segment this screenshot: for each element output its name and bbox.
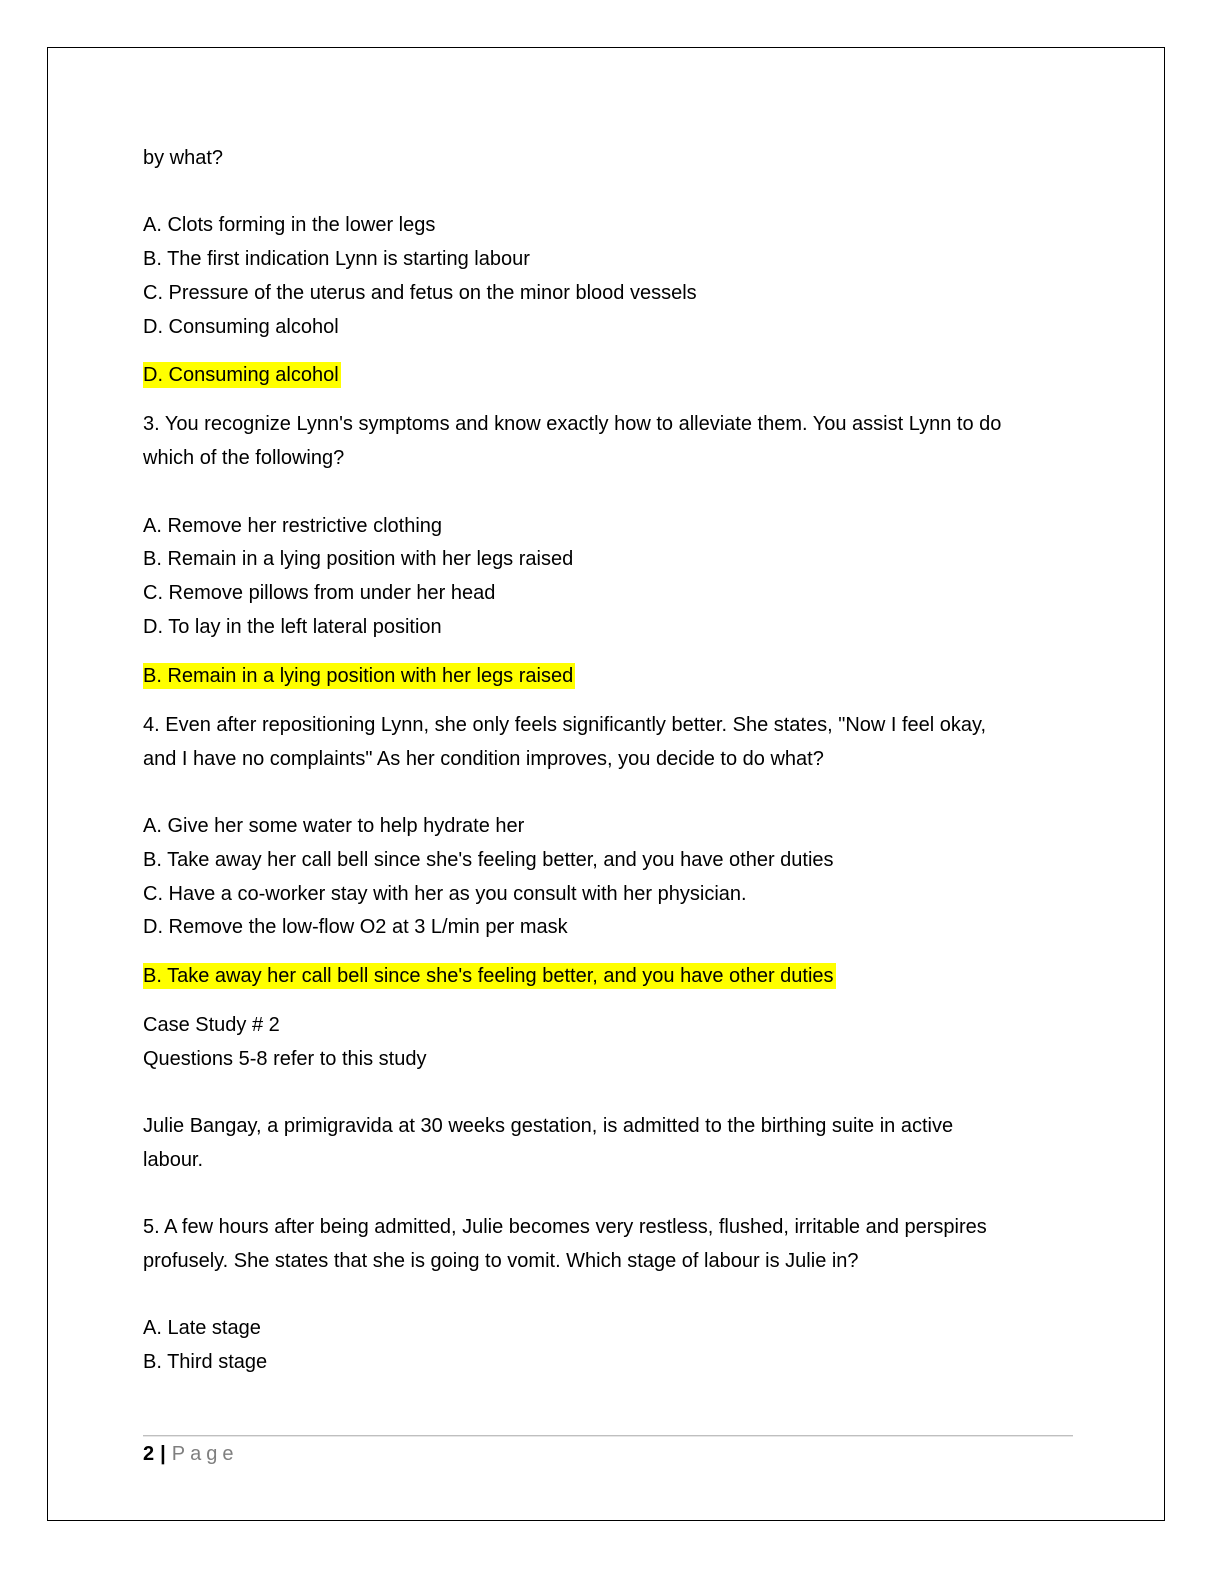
- q5-stem-line-2: profusely. She states that she is going to vomit. Which stage of labour is Julie in?: [143, 1250, 859, 1272]
- q5-stem-line-1: 5. A few hours after being admitted, Julie becomes very restless, flushed, irritable and perspires: [143, 1216, 987, 1238]
- q3-stem-line-2: which of the following?: [143, 447, 345, 469]
- case-study-intro-line-1: Julie Bangay, a primigravida at 30 weeks gestation, is admitted to the birthing suite in active: [143, 1115, 954, 1137]
- q4-option-a: A. Give her some water to help hydrate her: [143, 815, 525, 837]
- page-label: Page: [171, 1443, 239, 1465]
- q2-answer-highlight: D. Consuming alcohol: [143, 364, 339, 386]
- q4-option-c: C. Have a co-worker stay with her as you consult with her physician.: [143, 883, 747, 905]
- q2-option-a: A. Clots forming in the lower legs: [143, 214, 436, 236]
- q2-option-c: C. Pressure of the uterus and fetus on the minor blood vessels: [143, 282, 697, 304]
- q2-option-d: D. Consuming alcohol: [143, 316, 339, 338]
- q3-answer: [143, 664, 575, 688]
- footer-separator: |: [160, 1443, 166, 1465]
- q4-stem-line-2: and I have no complaints" As her condition improves, you decide to do what?: [143, 748, 824, 770]
- q3-stem-line-1: 3. You recognize Lynn's symptoms and know exactly how to alleviate them. You assist Lynn to do: [143, 413, 1002, 435]
- q3-option-d: D. To lay in the left lateral position: [143, 616, 442, 638]
- page-footer: [143, 1442, 238, 1466]
- case-study-title: Case Study # 2: [143, 1014, 280, 1036]
- q3-option-b: B. Remain in a lying position with her legs raised: [143, 548, 574, 570]
- q4-option-d: D. Remove the low-flow O2 at 3 L/min per mask: [143, 916, 568, 938]
- footer-divider: [143, 1435, 1073, 1436]
- q2-answer: [143, 363, 341, 387]
- q3-option-c: C. Remove pillows from under her head: [143, 582, 496, 604]
- q3-option-a: A. Remove her restrictive clothing: [143, 515, 443, 537]
- q3-answer-highlight: B. Remain in a lying position with her legs raised: [143, 665, 574, 687]
- q4-option-b: B. Take away her call bell since she's feeling better, and you have other duties: [143, 849, 834, 871]
- q5-option-b: B. Third stage: [143, 1351, 268, 1373]
- q2-option-b: B. The first indication Lynn is starting labour: [143, 248, 530, 270]
- case-study-subtitle: Questions 5-8 refer to this study: [143, 1048, 427, 1070]
- q4-answer-highlight: B. Take away her call bell since she's feeling better, and you have other duties: [143, 965, 834, 987]
- question-2-stem-tail: by what?: [143, 147, 224, 169]
- page-number: 2: [143, 1443, 155, 1465]
- q4-answer: [143, 964, 836, 988]
- q4-stem-line-1: 4. Even after repositioning Lynn, she only feels significantly better. She states, "Now I feel okay,: [143, 714, 987, 736]
- q5-option-a: A. Late stage: [143, 1317, 261, 1339]
- case-study-intro-line-2: labour.: [143, 1149, 204, 1171]
